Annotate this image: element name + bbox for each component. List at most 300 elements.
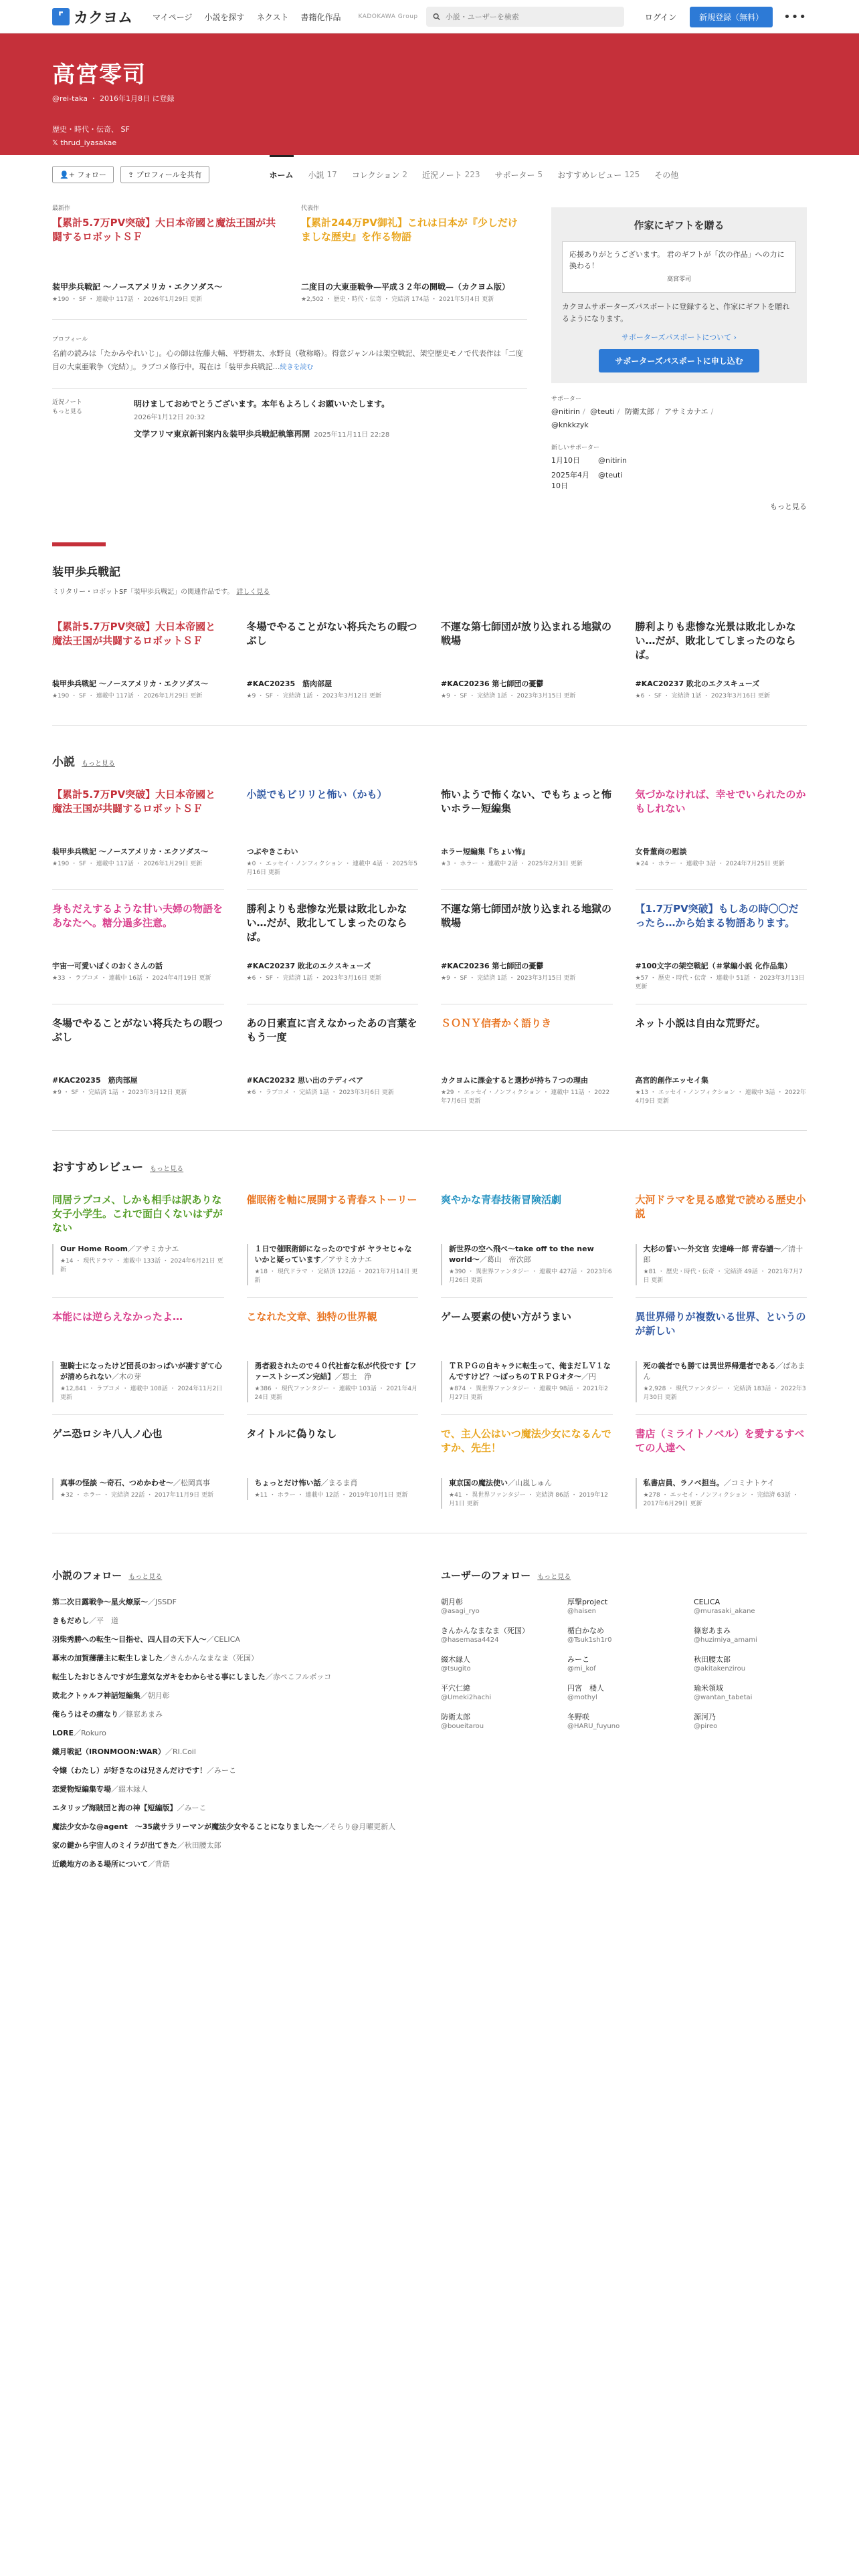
- work-catchcopy[interactable]: 勝利よりも悲惨な光景は敗北しかない…だが、敗北してしまったのならば。: [246, 903, 407, 943]
- reviewed-work-author[interactable]: アサミカナエ: [328, 1255, 373, 1264]
- followed-novel-title[interactable]: 幕末の加賀藩藩主に転生しました: [52, 1654, 163, 1662]
- work-title[interactable]: #100文字の架空戦記（＃掌編小説 化作品集）: [635, 962, 792, 970]
- new-supporter-row: [551, 470, 807, 492]
- followed-novel-author[interactable]: 篠窓あまみ: [126, 1710, 163, 1719]
- followed-user-name[interactable]: 冬野咲: [567, 1713, 589, 1721]
- followed-novel-author[interactable]: 朝月彰: [147, 1691, 170, 1700]
- review-title[interactable]: で、主人公はいつ魔法少女になるんですか、先生！: [441, 1428, 611, 1454]
- review-title[interactable]: 大河ドラマを見る感覚で読める歴史小説: [635, 1194, 806, 1220]
- reviewed-work-author[interactable]: 葛山 帝次郎: [486, 1255, 531, 1264]
- tab-reviews[interactable]: [557, 155, 640, 194]
- profile-tabs: [270, 155, 679, 194]
- tab-collections[interactable]: [352, 155, 407, 194]
- followed-novel[interactable]: [52, 1784, 418, 1794]
- reviewed-work[interactable]: [636, 1478, 807, 1509]
- followed-user[interactable]: [567, 1654, 680, 1674]
- separator: ／: [163, 1654, 170, 1662]
- separator: ／: [320, 1479, 328, 1487]
- work-title[interactable]: #KAC20232 思い出のテディベア: [246, 1076, 364, 1085]
- reviewed-work[interactable]: [441, 1361, 613, 1402]
- followed-novel[interactable]: [52, 1634, 418, 1644]
- followed-novel-title[interactable]: 俺らうはその痛なり: [52, 1710, 118, 1719]
- work-catchcopy[interactable]: 小説でもビリリと怖い（かも）: [246, 788, 387, 800]
- reviewed-work-author[interactable]: コミナトケイ: [731, 1479, 775, 1487]
- followed-novel-title[interactable]: 第二次日露戦争〜星火燎原〜: [52, 1598, 148, 1606]
- follow-novels-title: 小説のフォロー: [52, 1570, 122, 1582]
- followed-novel-author[interactable]: きんかんなまなま（死国）: [170, 1654, 258, 1662]
- review-title[interactable]: 異世界帰りが複数いる世界、というのが新しい: [635, 1311, 806, 1337]
- followed-user-name[interactable]: 円宮 楼人: [567, 1684, 604, 1693]
- share-profile-button[interactable]: [120, 166, 209, 183]
- tab-novels[interactable]: [308, 155, 337, 194]
- latest-catchcopy[interactable]: 【累計5.7万PV突破】大日本帝國と魔法王国が共闘するロボットＳＦ: [52, 217, 276, 243]
- reviews-title: おすすめレビュー: [52, 1161, 144, 1174]
- review-card[interactable]: [52, 1427, 224, 1521]
- reviewed-work-title[interactable]: [60, 1244, 224, 1255]
- followed-novel-title[interactable]: きもだめし: [52, 1616, 89, 1625]
- novels-more-link[interactable]: もっと見る: [82, 760, 115, 768]
- separator: ／: [118, 1710, 126, 1719]
- work-card[interactable]: [636, 1016, 807, 1118]
- reviewed-work-meta: ★81 ・ 歴史・時代・伝奇 ・ 完結済 49話 ・ 2021年7月7日 更新: [643, 1269, 803, 1284]
- review-title[interactable]: ゲーム要素の使い方がうまい: [441, 1311, 572, 1323]
- review-title[interactable]: 本能には逆らえなかったよ…: [52, 1311, 183, 1323]
- followed-novel-author[interactable]: Rokuro: [80, 1729, 106, 1737]
- collection-title-text: 装甲歩兵戦記: [52, 566, 120, 579]
- reviewed-work[interactable]: [247, 1478, 419, 1500]
- followed-user-id: @haisen: [567, 1608, 596, 1615]
- reviewed-work-title[interactable]: [255, 1478, 419, 1489]
- novels-heading: [52, 752, 807, 769]
- reviewed-work-author[interactable]: 松岡真事: [180, 1479, 210, 1487]
- work-catchcopy[interactable]: 勝利よりも悲惨な光景は敗北しかない…だが、敗北してしまったのならば。: [635, 621, 796, 661]
- work-title[interactable]: #KAC20235 筋肉部屋: [52, 1076, 138, 1085]
- separator: ／: [89, 1616, 96, 1625]
- followed-user[interactable]: [441, 1712, 554, 1731]
- followed-novel[interactable]: [52, 1616, 418, 1626]
- work-catchcopy[interactable]: 不運な第七師団が放り込まれる地獄の戦場: [441, 621, 612, 647]
- work-title[interactable]: つぶやきこわい: [246, 847, 298, 856]
- followed-user[interactable]: [567, 1597, 680, 1616]
- work-title[interactable]: カクヨムに課金すると選抄が持ち７つの理由: [441, 1076, 588, 1085]
- review-card[interactable]: [636, 1427, 807, 1521]
- followed-novel-author[interactable]: CELICA: [213, 1635, 240, 1644]
- work-title[interactable]: #KAC20236 第七師団の憂鬱: [441, 679, 544, 688]
- followed-user-name[interactable]: 朝月彰: [441, 1598, 463, 1606]
- followed-novel-title[interactable]: 鐵月戦記（IRONMOON:WAR）: [52, 1747, 165, 1756]
- work-card[interactable]: [247, 902, 419, 1004]
- rep-catchcopy[interactable]: 【累計244万PV御礼】これは日本が『少しだけましな歴史』を作る物語: [301, 217, 518, 243]
- supporter-link[interactable]: @knkkzyk: [551, 421, 589, 429]
- x-account-label: thrud_iyasakae: [60, 138, 117, 147]
- work-catchcopy[interactable]: 気づかなければ、幸せでいられたのかもしれない: [635, 788, 806, 815]
- followed-user-name[interactable]: きんかんなまなま（死国）: [441, 1626, 529, 1635]
- work-card[interactable]: [441, 620, 613, 713]
- tab-supporters[interactable]: [495, 155, 543, 194]
- separator: ／: [177, 1804, 185, 1812]
- work-catchcopy[interactable]: ネット小説は自由な荒野だ。: [635, 1017, 766, 1029]
- review-title[interactable]: 同居ラブコメ、しかも相手は訳ありな女子小学生。これで面白くないはずがない: [52, 1194, 223, 1234]
- reviewed-work[interactable]: [52, 1361, 224, 1402]
- reviewed-work-name: Our Home Room: [60, 1245, 128, 1253]
- tab-home[interactable]: [270, 155, 294, 194]
- reviewed-work-author[interactable]: 悪土 浄: [342, 1372, 372, 1381]
- supporters-list: @nitirin / @teuti / 防衛太郎 / アサミカナエ / @knkkzyk: [551, 407, 714, 429]
- reviews-more-link[interactable]: もっと見る: [150, 1166, 184, 1173]
- more-menu-icon[interactable]: •••: [783, 9, 807, 24]
- followed-user-id: @HARU_fuyuno: [567, 1723, 620, 1730]
- followed-user[interactable]: [441, 1683, 554, 1703]
- kakuyomu-logo[interactable]: [52, 7, 132, 27]
- followed-novel[interactable]: [52, 1765, 418, 1776]
- tab-count: 223: [464, 170, 480, 179]
- work-catchcopy[interactable]: ＳＯＮＹ信者かく語りき: [441, 1017, 552, 1029]
- reviewed-work-name: 聖騎士になったけど団長のおっぱいが凄すぎて心が清められない: [60, 1362, 222, 1381]
- work-card[interactable]: [636, 788, 807, 890]
- reviewed-work-title[interactable]: [449, 1361, 613, 1382]
- work-meta: ★9 ・ SF ・ 完結済 1話 ・ 2023年3月12日 更新: [246, 693, 381, 700]
- followed-user[interactable]: [694, 1654, 807, 1674]
- tab-label: その他: [654, 170, 679, 180]
- work-meta: ★6 ・ ラブコメ ・ 完結済 1話 ・ 2023年3月6日 更新: [246, 1089, 394, 1096]
- gift-signature: 高宮零司: [666, 276, 691, 283]
- followed-user-name[interactable]: 瑜米領域: [694, 1684, 723, 1693]
- work-card[interactable]: [441, 1016, 613, 1118]
- follow-users-more-link[interactable]: もっと見る: [537, 1574, 571, 1581]
- work-card[interactable]: [52, 1016, 224, 1118]
- novels-grid: [52, 788, 807, 1131]
- followed-user[interactable]: [441, 1597, 554, 1616]
- followed-novel[interactable]: [52, 1728, 418, 1738]
- followed-user-name[interactable]: 秋田腰太郎: [694, 1655, 731, 1664]
- followed-novel[interactable]: [52, 1747, 418, 1757]
- follow-novels-more-link[interactable]: もっと見る: [128, 1574, 163, 1581]
- gift-message-text: 応援ありがとうございます。 君のギフトが「次の作品」への力に換わる！: [569, 250, 785, 270]
- followed-novel-title[interactable]: 家の鍵から宇宙人のミイラが出てきた: [52, 1841, 177, 1850]
- followed-novel[interactable]: [52, 1822, 418, 1832]
- review-title[interactable]: 催眠術を軸に展開する青春ストーリー: [246, 1194, 417, 1206]
- work-card[interactable]: [247, 788, 419, 890]
- review-title[interactable]: 爽やかな青春技術冒険活劇: [441, 1194, 562, 1206]
- reviewed-work-name: 真事の怪談 〜奇石、つめかわせ〜: [60, 1479, 173, 1487]
- reviewed-work-meta: ★11 ・ ホラー ・ 連載中 12話 ・ 2019年10月1日 更新: [254, 1492, 408, 1499]
- work-card[interactable]: [636, 620, 807, 713]
- followed-novel[interactable]: [52, 1859, 418, 1869]
- separator: ／: [177, 1841, 185, 1850]
- work-card[interactable]: [247, 620, 419, 713]
- reviewed-work-title[interactable]: [644, 1361, 807, 1382]
- collection-title[interactable]: [52, 562, 807, 579]
- followed-user-id: @mi_kof: [567, 1665, 596, 1673]
- followed-novel-author[interactable]: 赤ペこフルボッコ: [272, 1673, 332, 1681]
- signup-button[interactable]: 新規登録（無料）: [690, 7, 773, 27]
- tab-other[interactable]: [654, 155, 678, 194]
- followed-novel-title[interactable]: 魔法少女かな@agent 〜35歳サラリーマンが魔法少女やることになりました〜: [52, 1822, 322, 1831]
- work-card[interactable]: [52, 902, 224, 1004]
- reviewed-work-title[interactable]: [255, 1361, 419, 1382]
- review-card[interactable]: [636, 1310, 807, 1415]
- separator: ／: [111, 1785, 118, 1794]
- reviewed-work-author[interactable]: 円: [589, 1372, 596, 1381]
- reviewed-work[interactable]: [441, 1244, 613, 1285]
- followed-user-name[interactable]: みーこ: [567, 1655, 589, 1664]
- work-title[interactable]: #KAC20236 第七師団の憂鬱: [441, 962, 544, 970]
- followed-user[interactable]: [694, 1626, 807, 1645]
- gift-panel: [551, 207, 807, 383]
- followed-novel[interactable]: [52, 1597, 418, 1607]
- review-title[interactable]: ゲニ恐ロシキ八人ノ心也: [52, 1428, 163, 1440]
- followed-user-name[interactable]: 綴木縁人: [441, 1655, 470, 1664]
- work-title[interactable]: #KAC20237 敗北のエクスキューズ: [246, 962, 371, 970]
- separator: ／: [73, 1729, 81, 1737]
- reviewed-work[interactable]: [636, 1244, 807, 1285]
- followed-novel[interactable]: [52, 1709, 418, 1719]
- reviewed-work-meta: ★32 ・ ホラー ・ 完結済 22話 ・ 2017年11月9日 更新: [60, 1492, 213, 1499]
- separator: ／: [335, 1372, 343, 1381]
- separator: ／: [775, 1362, 783, 1370]
- followed-user-name[interactable]: 厚撃project: [567, 1598, 608, 1606]
- work-card[interactable]: [247, 1016, 419, 1118]
- followed-novel-author[interactable]: みーこ: [184, 1804, 207, 1812]
- followed-user-id: @tsugito: [441, 1665, 471, 1673]
- note-title[interactable]: 明けましておめでとうございます。本年もよろしくお願いいたします。: [134, 399, 390, 409]
- reviewed-work-author[interactable]: 木の芽: [119, 1372, 141, 1381]
- followed-novel-title[interactable]: 敗北クトゥルフ神話短編集: [52, 1691, 140, 1700]
- supporters-more-link[interactable]: もっと見る: [770, 502, 807, 511]
- followed-novel-title[interactable]: 羽柴秀勝への転生〜目指せ、四人目の天下人〜: [52, 1635, 207, 1644]
- work-title[interactable]: 装甲歩兵戦記 〜ノースアメリカ・エクソダス〜: [52, 847, 209, 856]
- review-title[interactable]: こなれた文章、独特の世界観: [246, 1311, 377, 1323]
- separator: ／: [112, 1372, 119, 1381]
- supporter-link[interactable]: @teuti: [598, 471, 623, 479]
- followed-user[interactable]: [567, 1626, 680, 1645]
- reviewed-work[interactable]: [636, 1361, 807, 1402]
- reviewed-work-author[interactable]: ぱあまん: [643, 1362, 805, 1381]
- work-meta: ★13 ・ エッセイ・ノンフィクション ・ 連載中 3話 ・ 2022年4月9日 更新: [635, 1089, 806, 1105]
- reviewed-work-author[interactable]: まるま肖: [328, 1479, 358, 1487]
- nav-mypage[interactable]: マイページ: [153, 12, 193, 22]
- followed-novel[interactable]: [52, 1653, 418, 1663]
- work-card[interactable]: [52, 788, 224, 890]
- followed-novel-title[interactable]: 転生したおじさんですが生意気なガキをわからせる事にしました: [52, 1673, 266, 1681]
- collection-more-link[interactable]: 詳しく見る: [236, 588, 270, 596]
- about-readmore-link[interactable]: 続きを読む: [280, 364, 314, 371]
- review-card[interactable]: [247, 1310, 419, 1415]
- search-icon: [433, 13, 440, 21]
- reviewed-work-author[interactable]: アサミカナエ: [135, 1245, 179, 1253]
- login-link[interactable]: ログイン: [644, 12, 677, 22]
- review-card[interactable]: [52, 1193, 224, 1298]
- work-catchcopy[interactable]: あの日素直に言えなかったあの言葉をもう一度: [246, 1017, 417, 1043]
- followed-user[interactable]: [567, 1712, 680, 1731]
- reviewed-work-meta: ★18 ・ 現代ドラマ ・ 完結済 122話 ・ 2021年7月14日 更新: [254, 1269, 418, 1284]
- work-card[interactable]: [636, 902, 807, 1004]
- work-title[interactable]: ホラー短編集『ちょい怖』: [441, 847, 529, 856]
- note-title[interactable]: 文学フリマ東京新刊案内＆装甲歩兵戦記執筆再開: [134, 429, 310, 439]
- work-meta: ★57 ・ 歴史・時代・伝奇 ・ 連載中 51話 ・ 2023年3月13日 更新: [635, 975, 805, 990]
- separator: ／: [165, 1747, 173, 1756]
- followed-novel[interactable]: [52, 1840, 418, 1850]
- separator: ／: [723, 1479, 731, 1487]
- reviewed-work[interactable]: [247, 1244, 419, 1285]
- reviewed-work-author[interactable]: 山嵐しゅん: [515, 1479, 552, 1487]
- supporter-link[interactable]: アサミカナエ: [664, 407, 708, 416]
- reviewed-work[interactable]: [247, 1361, 419, 1402]
- followed-user-id: @Tsuk1sh1r0: [567, 1636, 612, 1644]
- tab-label: ホーム: [269, 170, 294, 180]
- followed-novel-author[interactable]: 平 道: [96, 1616, 118, 1625]
- followed-novel-title[interactable]: 令嬢（わたし）が好きなのは兄さんだけです！: [52, 1766, 207, 1775]
- reviewed-work-author[interactable]: 清十郎: [643, 1245, 803, 1264]
- reviewed-work[interactable]: [52, 1244, 224, 1275]
- review-card[interactable]: [247, 1193, 419, 1298]
- followed-user[interactable]: [694, 1683, 807, 1703]
- reviewed-work-name: ＴＲＰＧの自キャラに転生って、俺まだＬＶ１なんですけど？〜ぽっちのＴＲＰＧオタ〜: [449, 1362, 611, 1381]
- work-title[interactable]: 女骨董商の慰談: [635, 847, 687, 856]
- work-title[interactable]: 高宮的創作エッセイ集: [635, 1076, 708, 1085]
- review-title[interactable]: タイトルに偽りなし: [246, 1428, 337, 1440]
- tab-label: サポーター: [494, 170, 535, 180]
- notes-more-link[interactable]: もっと見る: [52, 409, 83, 415]
- new-supporter-date: 2025年4月10日: [551, 471, 589, 490]
- work-catchcopy[interactable]: 【1.7万PV突破】もしあの時〇〇だったら…から始まる物語あります。: [635, 903, 799, 929]
- work-card[interactable]: [441, 902, 613, 1004]
- followed-user-name[interactable]: 平穴仁緯: [441, 1684, 470, 1693]
- work-catchcopy[interactable]: 【累計5.7万PV突破】大日本帝國と魔法王国が共闘するロボットＳＦ: [52, 621, 216, 647]
- followed-novel-author[interactable]: 秋田腰太郎: [184, 1841, 221, 1850]
- tab-count: 5: [537, 170, 543, 179]
- work-meta: ★24 ・ ホラー ・ 連載中 3話 ・ 2024年7月25日 更新: [635, 861, 785, 867]
- reviewed-work-title[interactable]: [644, 1244, 807, 1265]
- work-title[interactable]: 宇宙一可愛いぼくのおくさんの話: [52, 962, 163, 970]
- tab-label: コレクション: [351, 170, 400, 180]
- work-card[interactable]: [52, 620, 224, 713]
- followed-novel-author[interactable]: 綴木縁人: [118, 1785, 148, 1794]
- review-card[interactable]: [441, 1427, 613, 1521]
- followed-user[interactable]: [694, 1712, 807, 1731]
- followed-novel-title[interactable]: 恋愛物短編集专場: [52, 1785, 111, 1794]
- followed-novel-author[interactable]: そらり@月曜更新人: [329, 1822, 396, 1831]
- work-catchcopy[interactable]: 冬場でやることがない将兵たちの暇つぶし: [52, 1017, 223, 1043]
- work-catchcopy[interactable]: 【累計5.7万PV突破】大日本帝國と魔法王国が共闘するロボットＳＦ: [52, 788, 216, 815]
- followed-novel-author[interactable]: 背筋: [155, 1860, 170, 1868]
- followed-novel-author[interactable]: JSSDF: [155, 1598, 177, 1606]
- recent-notes: [52, 389, 527, 446]
- tab-notes[interactable]: [422, 155, 480, 194]
- separator: ／: [265, 1673, 273, 1681]
- nav-published[interactable]: 書籍化作品: [300, 12, 341, 22]
- passport-apply-button[interactable]: サポーターズパスポートに申し込む: [599, 349, 759, 372]
- followed-novel-author[interactable]: RI.Coil: [173, 1747, 196, 1756]
- work-meta: ★9 ・ SF ・ 完結済 1話 ・ 2023年3月12日 更新: [52, 1089, 187, 1096]
- separator: ／: [173, 1479, 181, 1487]
- section-accent-bar: [52, 542, 106, 546]
- representative-work-card[interactable]: [301, 203, 527, 304]
- review-card[interactable]: [247, 1427, 419, 1521]
- work-title[interactable]: #KAC20237 敗北のエクスキューズ: [635, 679, 760, 688]
- reviewed-work-title[interactable]: [449, 1244, 613, 1265]
- review-card[interactable]: [441, 1310, 613, 1415]
- collection-grid: [52, 620, 807, 726]
- followed-user-name[interactable]: 篠窓あまみ: [694, 1626, 731, 1635]
- supporter-link[interactable]: @nitirin: [551, 407, 580, 416]
- followed-user[interactable]: [567, 1683, 680, 1703]
- followed-user[interactable]: [694, 1597, 807, 1616]
- supporter-link[interactable]: @teuti: [590, 407, 615, 416]
- reviewed-work-meta: ★41 ・ 異世界ファンタジー ・ 完結済 86話 ・ 2019年12月1日 更新: [449, 1492, 608, 1507]
- follow-button[interactable]: [52, 166, 114, 183]
- followed-user-id: @mothyl: [567, 1694, 597, 1701]
- review-card[interactable]: [441, 1193, 613, 1298]
- follows-area: [52, 1568, 807, 1878]
- work-catchcopy[interactable]: 冬場でやることがない将兵たちの暇つぶし: [246, 621, 417, 647]
- followed-novel-title[interactable]: エタリップ海賊団と海の神【短編版】: [52, 1804, 177, 1812]
- reviewed-work-title[interactable]: [60, 1361, 224, 1382]
- followed-novel-title[interactable]: LORE: [52, 1729, 74, 1737]
- work-card[interactable]: [441, 788, 613, 890]
- reviewed-work-title[interactable]: [255, 1244, 419, 1265]
- followed-novel[interactable]: [52, 1803, 418, 1813]
- review-title[interactable]: 書店（ミライトノベル）を愛するすべての人達へ: [635, 1428, 805, 1454]
- followed-novel[interactable]: [52, 1672, 418, 1682]
- followed-user[interactable]: [441, 1626, 554, 1645]
- reviewed-work-name: 大杉の誓い〜外交官 安達峰一郎 青春譜〜: [643, 1245, 781, 1253]
- reviewed-work-title[interactable]: [60, 1478, 224, 1489]
- followed-user-name[interactable]: CELICA: [694, 1598, 721, 1606]
- author-genres: 歴史・時代・伝奇、 SF: [52, 125, 130, 134]
- follow-novels-list: [52, 1597, 418, 1869]
- search-input[interactable]: [446, 13, 617, 21]
- followed-user-name[interactable]: 源河乃: [694, 1713, 716, 1721]
- reviewed-work-title[interactable]: [644, 1478, 807, 1489]
- reviewed-work[interactable]: [52, 1478, 224, 1500]
- reviewed-work[interactable]: [441, 1478, 613, 1509]
- followed-user-name[interactable]: 防衛太郎: [441, 1713, 470, 1721]
- followed-user[interactable]: [441, 1654, 554, 1674]
- latest-work-card[interactable]: [52, 203, 278, 304]
- work-catchcopy[interactable]: 怖いようで怖くない、でもちょっと怖いホラー短編集: [441, 788, 612, 815]
- note-item[interactable]: [134, 398, 527, 421]
- top-area: [52, 194, 807, 512]
- work-catchcopy[interactable]: 身もだえするような甘い夫婦の物語をあなたへ。糖分過多注意。: [52, 903, 223, 929]
- followed-user-id: @murasaki_akane: [694, 1608, 755, 1615]
- latest-work-title[interactable]: 装甲歩兵戦記 〜ノースアメリカ・エクソダス〜: [52, 282, 223, 292]
- search-box[interactable]: [426, 7, 624, 27]
- followed-novel-author[interactable]: みーこ: [214, 1766, 236, 1775]
- review-card[interactable]: [52, 1310, 224, 1415]
- followed-user-name[interactable]: 楯白かなめ: [567, 1626, 604, 1635]
- global-nav: [153, 11, 341, 23]
- author-name: 高宮零司: [52, 62, 146, 88]
- reviewed-work-title[interactable]: [449, 1478, 613, 1489]
- logo-text: カクヨム: [74, 9, 133, 27]
- nav-explore[interactable]: 小説を探す: [204, 12, 245, 22]
- followed-novel[interactable]: [52, 1691, 418, 1701]
- nav-next[interactable]: ネクスト: [256, 12, 289, 22]
- followed-novel-title[interactable]: 近畿地方のある場所について: [52, 1860, 148, 1868]
- rep-work-title[interactable]: 二度目の大東亜戦争—平成３２年の開戦—（カクヨム版）: [301, 282, 510, 292]
- separator: ／: [147, 1860, 155, 1868]
- supporter-link[interactable]: @nitirin: [598, 456, 627, 465]
- work-catchcopy[interactable]: 不運な第七師団が放り込まれる地獄の戦場: [441, 903, 612, 929]
- note-item[interactable]: [134, 428, 527, 439]
- work-title[interactable]: #KAC20235 筋肉部屋: [246, 679, 332, 688]
- supporter-link[interactable]: 防衛太郎: [624, 407, 654, 416]
- review-card[interactable]: [636, 1193, 807, 1298]
- work-title[interactable]: 装甲歩兵戦記 〜ノースアメリカ・エクソダス〜: [52, 679, 209, 688]
- x-account-link[interactable]: [52, 138, 807, 147]
- passport-about-link[interactable]: サポーターズパスポートについて ›: [621, 333, 737, 342]
